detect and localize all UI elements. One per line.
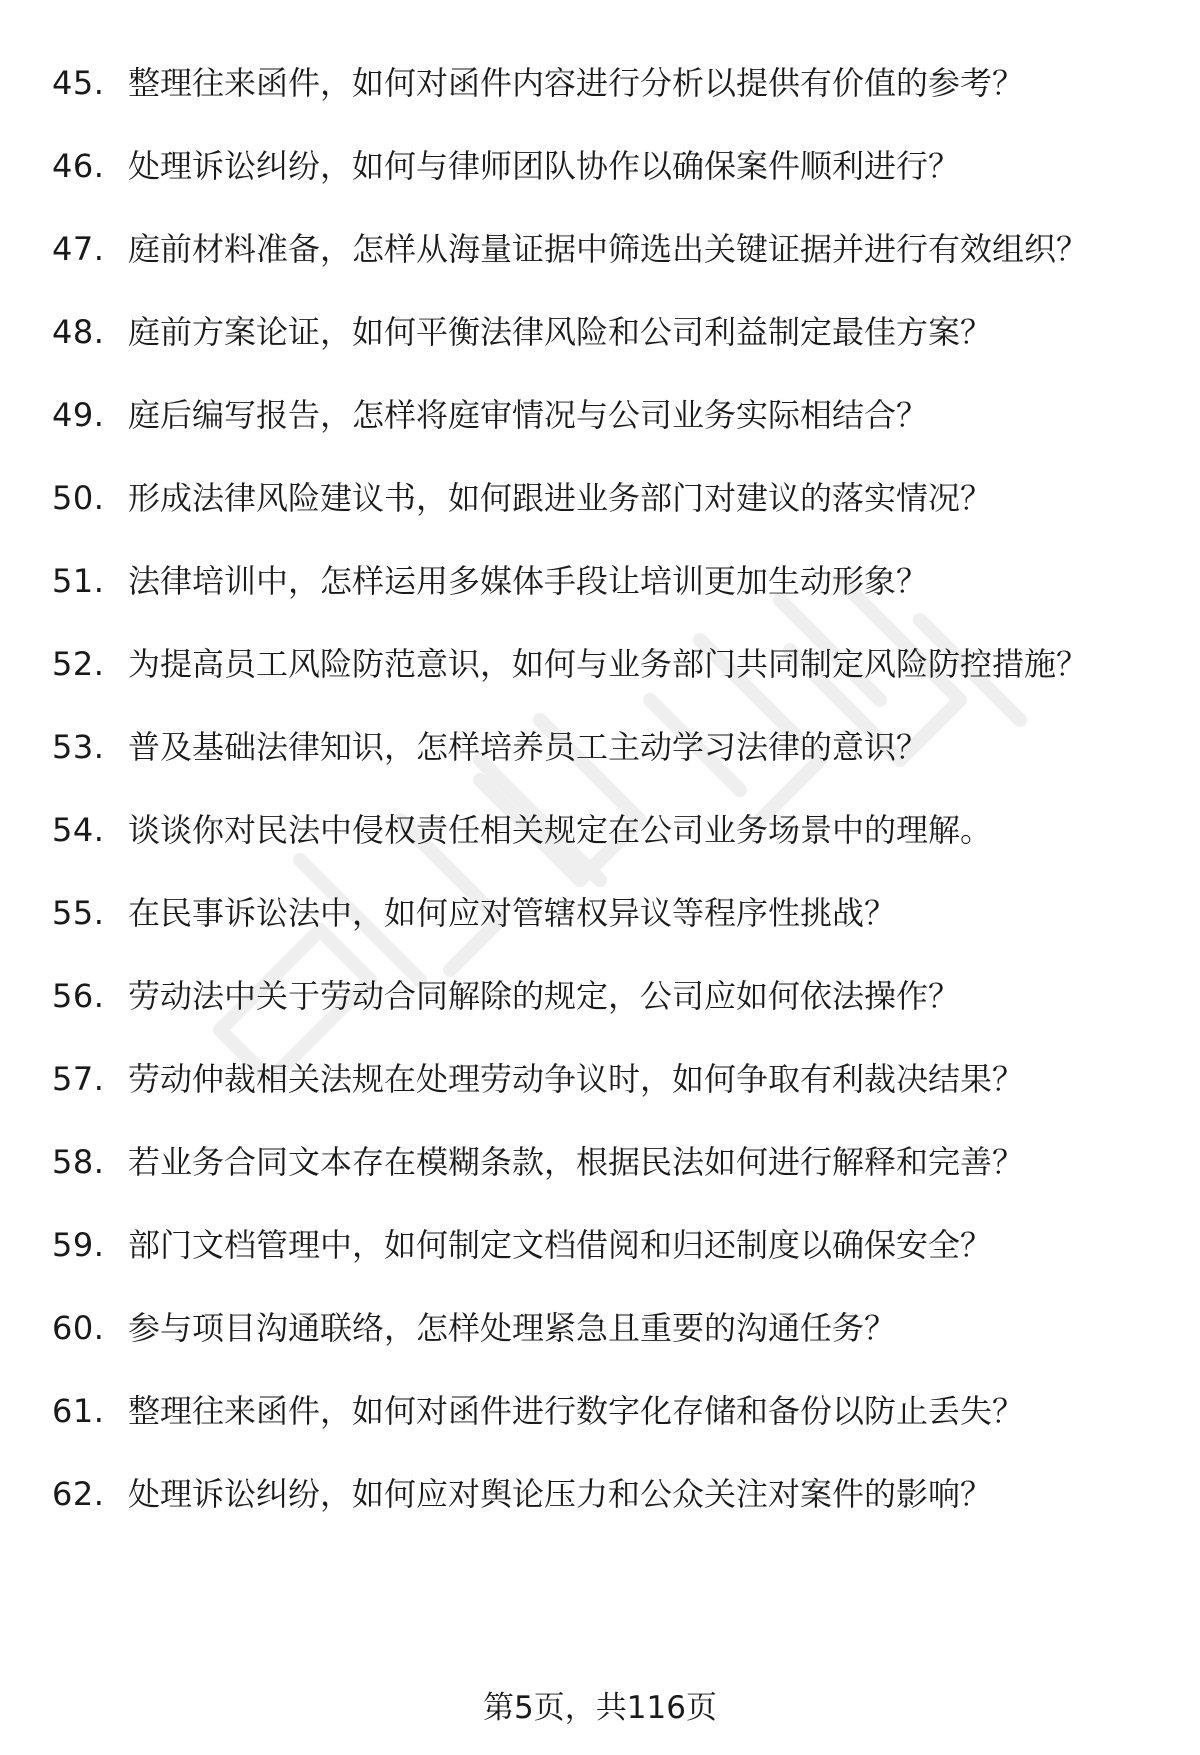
question-list [52, 58, 1152, 1552]
question-number: 45. [52, 64, 105, 102]
question-number: 58. [52, 1143, 105, 1181]
question-item [52, 1386, 1152, 1436]
question-number: 49. [52, 396, 105, 434]
question-item [52, 224, 1152, 274]
question-number: 62. [52, 1475, 105, 1513]
question-item [52, 971, 1152, 1021]
question-text: 部门文档管理中，如何制定文档借阅和归还制度以确保安全？ [128, 1226, 993, 1264]
question-text: 为提高员工风险防范意识，如何与业务部门共同制定风险防控措施？ [128, 645, 1089, 683]
question-item [52, 556, 1152, 606]
question-item [52, 307, 1152, 357]
question-number: 51. [52, 562, 105, 600]
question-item [52, 58, 1152, 108]
question-text: 在民事诉讼法中，如何应对管辖权异议等程序性挑战？ [128, 894, 897, 932]
question-item [52, 1303, 1152, 1353]
question-item [52, 888, 1152, 938]
question-item [52, 639, 1152, 689]
question-item [52, 1220, 1152, 1270]
question-number: 48. [52, 313, 105, 351]
question-item [52, 805, 1152, 855]
question-number: 53. [52, 728, 105, 766]
question-text: 参与项目沟通联络，怎样处理紧急且重要的沟通任务？ [128, 1309, 897, 1347]
question-number: 54. [52, 811, 105, 849]
question-text: 形成法律风险建议书，如何跟进业务部门对建议的落实情况？ [128, 479, 993, 517]
question-number: 61. [52, 1392, 105, 1430]
question-text: 处理诉讼纠纷，如何与律师团队协作以确保案件顺利进行？ [128, 147, 961, 185]
question-number: 50. [52, 479, 105, 517]
question-text: 处理诉讼纠纷，如何应对舆论压力和公众关注对案件的影响？ [128, 1475, 993, 1513]
question-number: 59. [52, 1226, 105, 1264]
question-text: 庭前材料准备，怎样从海量证据中筛选出关键证据并进行有效组织？ [128, 230, 1089, 268]
question-text: 整理往来函件，如何对函件进行数字化存储和备份以防止丢失？ [128, 1392, 1025, 1430]
question-number: 52. [52, 645, 105, 683]
question-number: 55. [52, 894, 105, 932]
question-item [52, 141, 1152, 191]
question-number: 57. [52, 1060, 105, 1098]
question-text: 法律培训中，怎样运用多媒体手段让培训更加生动形象？ [128, 562, 929, 600]
question-number: 46. [52, 147, 105, 185]
question-item [52, 1137, 1152, 1187]
question-item [52, 722, 1152, 772]
question-item [52, 390, 1152, 440]
question-text: 庭后编写报告，怎样将庭审情况与公司业务实际相结合？ [128, 396, 929, 434]
page-footer: 第5页，共116页 [483, 1690, 717, 1726]
question-text: 谈谈你对民法中侵权责任相关规定在公司业务场景中的理解。 [128, 811, 993, 849]
question-text: 整理往来函件，如何对函件内容进行分析以提供有价值的参考？ [128, 64, 1025, 102]
question-number: 56. [52, 977, 105, 1015]
question-number: 60. [52, 1309, 105, 1347]
question-text: 若业务合同文本存在模糊条款，根据民法如何进行解释和完善？ [128, 1143, 1025, 1181]
question-number: 47. [52, 230, 105, 268]
question-item [52, 1469, 1152, 1519]
question-text: 庭前方案论证，如何平衡法律风险和公司利益制定最佳方案？ [128, 313, 993, 351]
question-text: 劳动法中关于劳动合同解除的规定，公司应如何依法操作？ [128, 977, 961, 1015]
question-text: 普及基础法律知识，怎样培养员工主动学习法律的意识？ [128, 728, 929, 766]
question-item [52, 473, 1152, 523]
question-text: 劳动仲裁相关法规在处理劳动争议时，如何争取有利裁决结果？ [128, 1060, 1025, 1098]
question-item [52, 1054, 1152, 1104]
